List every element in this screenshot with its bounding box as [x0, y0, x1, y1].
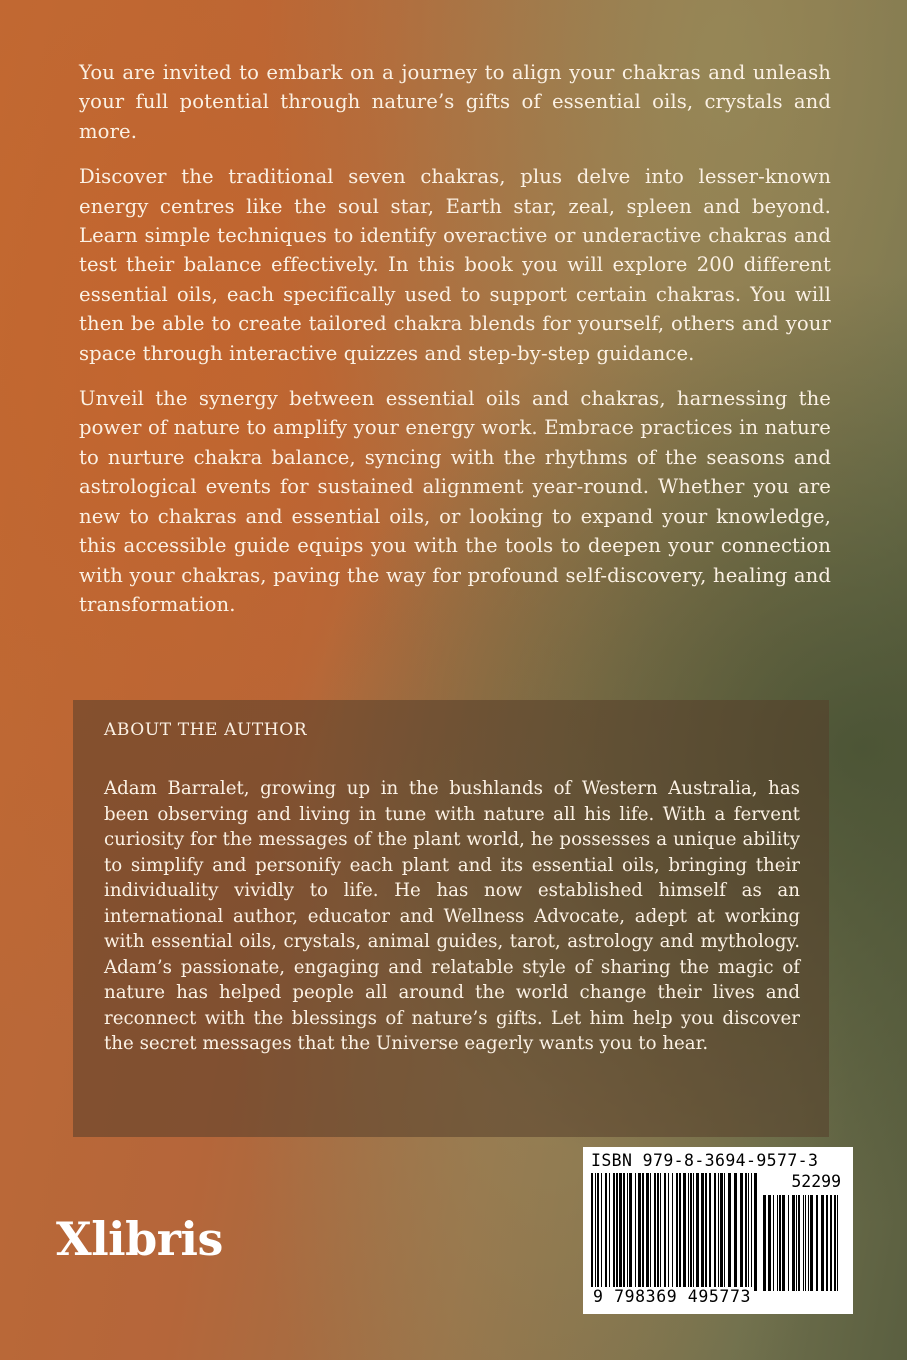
- barcode-bar: [696, 1173, 699, 1291]
- barcode-bar: [672, 1173, 673, 1291]
- barcode-bar: [601, 1173, 602, 1291]
- barcode-bar: [734, 1173, 737, 1291]
- barcode-bar: [830, 1195, 832, 1291]
- barcode-bar: [650, 1173, 651, 1291]
- barcode-bar: [748, 1173, 749, 1291]
- barcode-bar: [745, 1173, 747, 1291]
- back-cover-description: [79, 58, 831, 635]
- barcode-bar: [798, 1195, 800, 1291]
- barcode-bar: [616, 1173, 618, 1291]
- barcode-bar: [619, 1173, 622, 1291]
- barcode-bar: [773, 1195, 774, 1291]
- barcode-bar: [808, 1195, 809, 1291]
- barcode-bar: [654, 1173, 656, 1291]
- barcode-bar: [788, 1195, 789, 1291]
- description-paragraph-3: Unveil the synergy between essential oils and chakras, harnessing the power of nature to amplify your energy work. Embrace practices in nature to nurture chakra balance, syncing with the rhythms of the seasons and astrological events for sustained alignment year-round. Whether you are new to chakras and essential oils, or looking to expand your knowledge, this accessible guide equips you with the tools to deepen your connection with your chakras, paving the way for profound self-discovery, healing and transformation.: [79, 387, 831, 616]
- isbn-barcode: [583, 1147, 853, 1314]
- barcode-bar: [763, 1195, 766, 1291]
- barcode-bar: [597, 1173, 599, 1291]
- barcode-bar: [688, 1173, 689, 1291]
- barcode-bar: [779, 1195, 781, 1291]
- barcode-bar: [728, 1173, 731, 1291]
- barcode-bar: [668, 1173, 669, 1291]
- barcode-bar: [657, 1173, 659, 1291]
- barcode-bar: [826, 1195, 828, 1291]
- barcode-bar: [834, 1195, 836, 1291]
- about-author-text: Adam Barralet, growing up in the bushlands of Western Australia, has been observing and living in tune with nature all his life. With a fervent curiosity for the messages of the plant world, he possesses a unique ability to simplify and personify each plant and its essential oils, bringing their individuality vividly to life. He has now established himself as an international author, educator and Wellness Advocate, adept at working with essential oils, crystals, animal guides, tarot, astrology and mythology. Adam’s passionate, engaging and relatable style of sharing the magic of nature has helped people all around the world change their lives and reconnect with the blessings of nature’s gifts. Let him help you discover the secret messages that the Universe eagerly wants you to hear.: [104, 778, 800, 1054]
- barcode-bar: [705, 1173, 707, 1291]
- barcode-bar: [768, 1195, 771, 1291]
- barcode-bar: [805, 1195, 806, 1291]
- barcode-bar: [714, 1173, 716, 1291]
- ean-digits: 9 798369 495773: [593, 1287, 752, 1306]
- barcode-bar: [796, 1195, 797, 1291]
- barcode-bar: [803, 1195, 804, 1291]
- barcode-bar: [642, 1173, 644, 1291]
- barcode-bar: [724, 1173, 725, 1291]
- barcode-bar: [751, 1173, 752, 1291]
- barcode-bar: [701, 1173, 704, 1291]
- barcode-bar: [709, 1173, 711, 1291]
- description-paragraph-2: Discover the traditional seven chakras, plus delve into lesser-known energy centres like the soul star, Earth star, zeal, spleen and beyond. Learn simple techniques to identify overactive or underactive chakras and test their balance effectively. In this book you will explore 200 different essential oils, each specifically used to support certain chakras. You will then be able to create tailored chakra blends for yourself, others and your space through interactive quizzes and step-by-step guidance.: [79, 165, 831, 365]
- barcode-bar: [676, 1173, 678, 1291]
- barcode-bar: [718, 1173, 719, 1291]
- barcode-bar: [777, 1195, 778, 1291]
- barcode-bar: [693, 1173, 694, 1291]
- barcode-bar: [646, 1173, 649, 1291]
- barcode-bar: [613, 1173, 615, 1291]
- about-author-heading: ABOUT THE AUTHOR: [104, 720, 308, 740]
- barcode-bar: [605, 1173, 607, 1291]
- barcode-bar: [821, 1195, 824, 1291]
- barcode-bar: [810, 1195, 813, 1291]
- barcode-bar: [591, 1173, 593, 1291]
- price-code: 52299: [791, 1172, 841, 1191]
- description-paragraph-1: You are invited to embark on a journey to align your chakras and unleash your full potential through nature’s gifts of essential oils, crystals and more.: [79, 61, 831, 143]
- barcode-bar: [660, 1173, 661, 1291]
- barcode-bar: [635, 1173, 636, 1291]
- barcode-bar: [623, 1173, 625, 1291]
- price-barcode-bars: [763, 1195, 843, 1291]
- barcode-bar: [679, 1173, 681, 1291]
- barcode-bar: [683, 1173, 686, 1291]
- barcode-bar: [664, 1173, 666, 1291]
- barcode-bar: [627, 1173, 628, 1291]
- barcode-bar: [690, 1173, 692, 1291]
- barcode-bar: [609, 1173, 610, 1291]
- barcode-bar: [792, 1195, 795, 1291]
- barcode-bar: [816, 1195, 818, 1291]
- barcode-bar: [595, 1173, 596, 1291]
- publisher-logo: Xlibris: [56, 1212, 223, 1266]
- barcode-bar: [638, 1173, 641, 1291]
- barcode-bar: [754, 1173, 757, 1291]
- barcode-bar: [720, 1173, 723, 1291]
- ean-barcode-bars: [591, 1173, 757, 1291]
- about-author-box: [73, 700, 829, 1137]
- barcode-bar: [837, 1195, 838, 1291]
- barcode-bar: [740, 1173, 743, 1291]
- barcode-bar: [629, 1173, 632, 1291]
- isbn-label: ISBN 979-8-3694-9577-3: [591, 1151, 819, 1170]
- barcode-bar: [782, 1195, 785, 1291]
